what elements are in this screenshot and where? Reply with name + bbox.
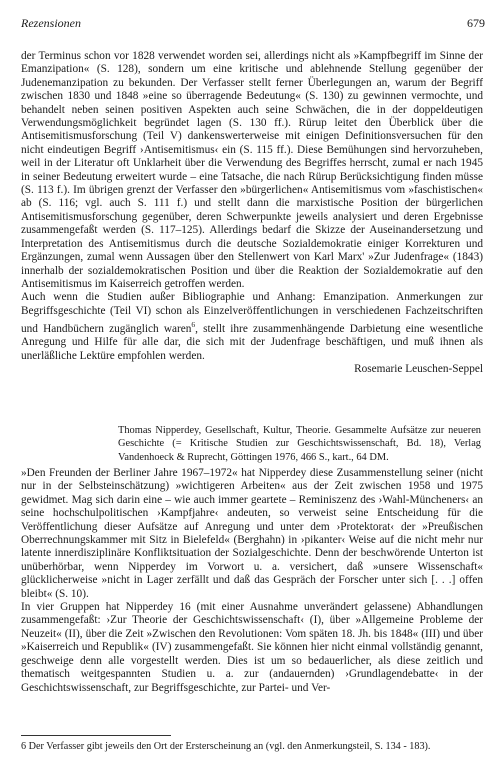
review-nipperdey — [21, 467, 483, 695]
running-head-title: Rezensionen — [21, 16, 81, 30]
reviewer-signature: Rosemarie Leuschen-Seppel — [354, 363, 483, 376]
review2-paragraph-1: »Den Freunden der Berliner Jahre 1967–1972« hat Nipperdey diese Zusammenstellung seiner (nicht nur in der Selbsteinschätzung) »wichtigeren Arbeiten« aus der Zeit zwischen 1958 und 1975 gewidmet. Mag sich darin eine – wie auch immer geartete – Reminiszenz des ›Wahl-Müncheners‹ an seine hochschulpolitischen ›Kampfjahre‹ andeuten, so verweist seine Entscheidung für die Veröffentlichung dieser Aufsätze auf Anregung und unter dem ›Protektorat‹ der »Preußischen Oberrechnungskammer mit Sitz in Bielefeld« (Berghahn) in ›pikanter‹ Weise auf die nicht mehr nur latente innerdisziplinäre Konfliktsituation der Sozialgeschichte. Denn der beschwörende Unterton ist unüberhörbar, wenn Nipperdey im Vorwort u. a. versichert, daß »unsere Wissenschaft« glücklicherweise »nicht in Lager zerfällt und daß das Gespräch der Forscher unter sich [. . .] offen bleibt« (S. 10). — [21, 467, 483, 600]
review1-paragraph-2 — [21, 291, 483, 363]
footnote: 6 Der Verfasser gibt jeweils den Ort der Ersterscheinung an (vgl. den Anmerkungsteil, S. 134 - 183). — [21, 741, 431, 752]
review1-paragraph-2-text: Auch wenn die Studien außer Bibliographie und Anhang: Emanzipation. Anmerkungen zur Begriffsgeschichte (Teil VI) schon als Einzelveröffentlichungen in verschiedenen Fachzeitschriften und Handbüchern zugänglich waren — [21, 291, 483, 335]
page-number: 679 — [467, 16, 485, 30]
footnote-reference: 6 — [191, 320, 196, 330]
review-leuschen-seppel — [21, 50, 483, 377]
review2-paragraph-2: In vier Gruppen hat Nipperdey 16 (mit einer Ausnahme unverändert gelassene) Abhandlungen zusammengefaßt: ›Zur Theorie der Geschichtswissenschaft‹ (I), über »Allgemeine Probleme der Neuzeit« (II), über die Zeit »Zwischen den Revolutionen: Vom späten 18. Jh. bis 1848« (III) und über »Kaiserreich und Republik« (IV) zusammengefaßt. Sie können hier nicht einmal vollständig genannt, geschweige denn alle vorgestellt werden. Dies ist um so bedauerlicher, als diese zeitlich und thematisch weitgespannten Studien u. a. zur (andauernden) ›Grundlagendebatte‹ in der Geschichtswissenschaft, zur Begriffsgeschichte, zur Partei- und Ver- — [21, 601, 483, 694]
bibliographic-entry-text: Thomas Nipperdey, Gesellschaft, Kultur, Theorie. Gesammelte Aufsätze zur neueren Geschichte (= Kritische Studien zur Geschichtswissenschaft, Bd. 18), Verlag Vandenhoeck & Ruprecht, Göttingen 1976, 466 S., kart., 64 DM. — [118, 425, 481, 463]
bibliographic-entry — [118, 424, 481, 464]
review1-paragraph-2-cont: , stellt ihre zusammenhängende Darbietung eine wesentliche Anregung und Hilfe für alle dar, die sich mit der Judenfrage beschäftigen, und muß ihnen als unerläßliche Lektüre empfohlen werden. — [21, 322, 483, 362]
review1-paragraph-1: der Terminus schon vor 1828 verwendet worden sei, allerdings nicht als »Kampfbegriff im Sinne der Emanzipation« (S. 128), sondern um eine kritische und ablehnende Stellung gegenüber der Judenemanzipation zu bekunden. Der Verfasser stellt ferner Überlegungen an, warum der Begriff zwischen 1830 und 1848 »eine so überragende Bedeutung« (S. 130) zu gewinnen vermochte, und behandelt neben seinen positiven Aspekten auch seine Schwächen, die in der doppeldeutigen Verwendungsmöglichkeit begründet lagen (S. 130 ff.). Rürup leitet den Überblick über die Antisemitismusforschung (Teil V) dankenswerterweise mit einigen Definitionsversuchen für den nicht eindeutigen Begriff ›Antisemitismus‹ ein (S. 115 ff.). Diese Bemühungen sind hervorzuheben, weil in der Literatur oft Unklarheit über die Verwendung des Begriffes herrscht, zumal er nach 1945 in seiner Bedeutung erweitert wurde – eine Tatsache, die nach Rürup Berücksichtigung finden müsse (S. 113 f.). Im übrigen grenzt der Verfasser den »bürgerlichen« Antisemitismus vom »faschistischen« ab (S. 116; vgl. auch S. 111 f.) und stellt dann die marxistische Position der bürgerlichen Antisemitismusforschung gegenüber, deren Schwerpunkte jeweils analysiert und deren Ergebnisse zusammengefaßt werden (S. 117–125). Allerdings bedarf die Skizze der Auseinandersetzung und Interpretation des Antisemitismus durch die deutsche Sozialdemokratie einiger Korrekturen und Ergänzungen, zumal wenn Aussagen über den Stellenwert von Karl Marx' »Zur Judenfrage« (1843) innerhalb der sozialdemokratischen Position und über die Reaktion der Sozialdemokratie auf den Antisemitismus im Kaiserreich getroffen werden. — [21, 50, 483, 290]
running-head — [21, 16, 485, 34]
footnote-divider — [21, 735, 171, 736]
